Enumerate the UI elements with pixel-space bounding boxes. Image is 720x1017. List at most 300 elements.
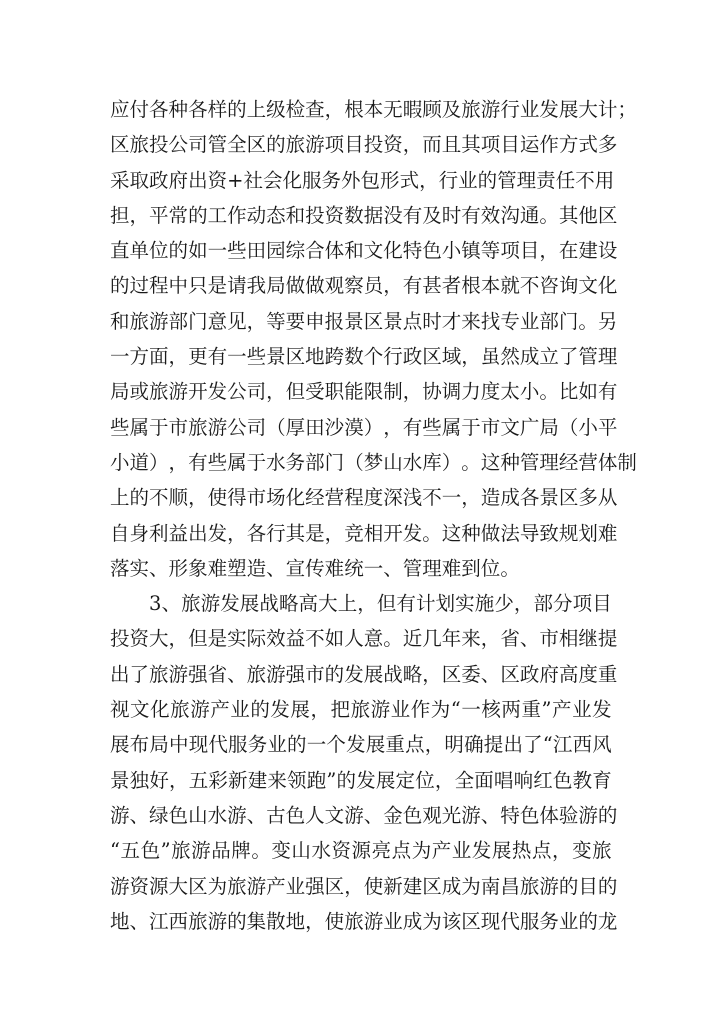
char: 新 [383,874,403,898]
char: 平 [597,415,618,439]
char: 了 [129,662,150,686]
char: 代 [208,733,228,757]
char: 属 [441,415,462,439]
char: 目 [344,133,364,157]
char: ， [344,874,364,898]
char: ， [422,662,442,686]
char: 面 [474,768,494,792]
char: 五 [188,768,209,792]
char: 业 [390,698,411,722]
char: 我 [246,274,267,298]
char: 各 [246,521,267,545]
char: 、 [227,662,247,686]
char: 相 [558,627,579,651]
char: 务 [285,450,306,474]
char: 市 [305,662,325,686]
char: 公 [168,133,189,157]
char: ” [326,768,337,792]
char: 南 [480,874,501,898]
char: 田 [305,415,325,439]
char: 但 [285,380,306,404]
char: 但 [188,627,208,651]
char: 的 [477,168,498,192]
char: 的 [188,203,208,227]
char: ” [160,839,171,863]
char: 有 [597,380,618,404]
char: 部 [539,309,559,333]
char: 发 [539,98,559,121]
char: 管 [519,450,540,474]
char: 新 [228,768,248,792]
char: 市 [539,627,559,651]
char: 来 [267,768,287,792]
text-line-3 [110,163,615,198]
char: 立 [539,345,559,369]
char: 目 [578,874,598,898]
char: 及 [422,203,442,227]
char: 化 [282,168,302,192]
char: 局 [110,380,130,404]
char: 教 [572,768,593,792]
char: 形 [168,556,189,580]
text-line-11 [110,445,637,480]
char: 实 [129,556,150,580]
char: 相 [363,521,384,545]
char: 个 [363,345,384,369]
char: 游 [190,698,210,722]
char: 态 [266,203,286,227]
char: 造 [480,486,501,510]
char: 年 [441,627,462,651]
char: 查 [305,98,325,121]
char: 深 [383,486,403,510]
char: 度 [363,486,384,510]
char: ， [461,345,481,369]
char: 观 [324,274,345,298]
char: 务 [539,909,559,933]
char: ） [441,450,462,474]
char: 这 [480,450,501,474]
char: 传 [305,556,325,580]
char: 体 [324,239,345,263]
char: ） [363,415,384,439]
char: 属 [129,415,150,439]
char: 见 [227,309,247,333]
char: 一 [461,698,481,722]
char: 的 [250,698,270,722]
char: 申 [305,309,325,333]
char: 方 [129,345,150,369]
char: 使 [207,486,228,510]
char: 资 [129,627,150,651]
char: 一 [441,486,462,510]
char: 发 [402,521,423,545]
char: 虽 [480,345,501,369]
char: ， [168,450,189,474]
char: 门 [324,450,345,474]
char: 略 [278,592,299,616]
char: 理 [422,556,442,580]
char: ， [552,839,572,863]
char: 小 [578,415,598,439]
char: 、 [129,909,150,933]
char: 多 [597,133,618,157]
char: 、 [149,556,169,580]
char: 景 [266,345,286,369]
char: 位 [415,768,435,792]
char: 游 [344,803,364,827]
char: 区 [500,662,520,686]
char: 游 [539,874,559,898]
char: 展 [363,662,384,686]
char: 了 [558,345,579,369]
char: 源 [149,874,169,898]
char: 取 [129,168,150,192]
char: 塑 [227,556,247,580]
char: 样 [207,98,228,121]
char: 效 [266,627,286,651]
char: 专 [500,309,520,333]
char: 目 [519,239,540,263]
char: 旅 [129,133,150,157]
char: 些 [110,415,130,439]
char: 产 [552,698,572,722]
char: 府 [168,168,189,192]
char: 的 [227,98,247,121]
char: 门 [558,309,579,333]
char: 各 [188,98,208,121]
char: 时 [422,309,442,333]
char: 为 [430,698,451,722]
char: 牌 [231,839,251,863]
char: 展 [491,839,512,863]
char: “ [450,698,461,722]
char: 提 [597,627,618,651]
char: 目 [592,592,612,616]
char: 大 [149,627,169,651]
char: 市 [246,486,267,510]
char: 产 [431,839,452,863]
char: 游 [207,415,228,439]
char: 游 [207,909,228,933]
char: 战 [383,662,403,686]
char: 理 [516,168,537,192]
char: 发 [344,662,364,686]
char: 实 [455,592,475,616]
char: 全 [454,768,475,792]
char: 合 [305,239,325,263]
char: 询 [558,274,579,298]
char: 、 [383,556,403,580]
char: 直 [110,239,130,263]
char: 色 [285,803,306,827]
char: 是 [207,627,228,651]
char: 竞 [344,521,364,545]
char: 区 [285,345,306,369]
char: 继 [578,627,598,651]
char: 做 [305,274,325,298]
char: 、 [519,627,540,651]
char: 根 [344,98,364,121]
char: 落 [110,556,130,580]
char: 旅 [171,839,191,863]
char: 绿 [149,803,169,827]
char: 省 [500,627,520,651]
char: 等 [480,239,501,263]
char: 唱 [493,768,514,792]
char: 业 [285,874,306,898]
char: 营 [578,450,598,474]
char: 有 [402,274,423,298]
char: 为 [207,874,228,898]
char: 旅 [344,909,364,933]
text-line-12 [110,480,618,515]
char: 各 [149,98,169,121]
char: 的 [597,803,618,827]
char: 广 [519,415,540,439]
char: 独 [129,768,150,792]
char: 和 [344,239,364,263]
char: 面 [149,345,169,369]
char: 发 [207,521,228,545]
char: 游 [191,839,211,863]
char: 投 [110,627,130,651]
char: 彩 [208,768,228,792]
char: 源 [351,839,372,863]
char: 梦 [363,450,384,474]
char: 重 [385,733,405,757]
char: 有 [402,203,423,227]
char: 发 [471,839,492,863]
char: 市 [480,415,501,439]
char: 观 [422,803,442,827]
char: 出 [188,168,208,192]
char: 景 [110,768,130,792]
char: 游 [149,309,169,333]
char: 化 [285,486,306,510]
char: 行 [438,168,459,192]
char: 种 [461,521,481,545]
char: 些 [207,450,228,474]
text-line-14 [110,551,612,586]
char: 上 [337,592,358,616]
char: 个 [326,733,346,757]
char: 3 [149,592,162,616]
char: 。 [539,203,559,227]
char: 管 [578,345,598,369]
char: 在 [558,239,579,263]
char: 提 [483,733,504,757]
char: 等 [266,309,286,333]
char: 跑 [306,768,327,792]
char: 受 [305,380,325,404]
char: 游 [227,803,247,827]
text-line-22 [110,833,612,868]
char: 少 [494,592,514,616]
char: 另 [597,309,618,333]
char: 经 [558,450,579,474]
char: 江 [552,733,573,757]
char: 司 [246,380,267,404]
text-line-24 [110,904,618,939]
char: 际 [246,627,267,651]
char: ； [617,98,637,121]
char: 业 [519,309,540,333]
char: 社 [243,168,263,192]
char: 府 [539,662,559,686]
char: 明 [444,733,464,757]
char: 顾 [422,98,442,121]
char: 成 [500,486,520,510]
char: 散 [266,909,286,933]
char: 。 [461,450,481,474]
char: 不 [575,168,595,192]
char: 职 [324,380,345,404]
char: 比 [558,380,579,404]
char: 旅 [170,698,190,722]
text-line-21 [110,798,618,833]
char: 区 [324,874,345,898]
char: 旅 [149,662,169,686]
char: 强 [285,662,306,686]
char: 找 [480,309,501,333]
char: ， [168,345,189,369]
char: 划 [578,521,598,545]
char: 体 [597,450,618,474]
char: 资 [324,203,345,227]
char: 身 [129,521,150,545]
char: 水 [402,450,423,474]
char: 建 [402,874,423,898]
char: 和 [110,309,130,333]
char: 级 [266,98,286,121]
text-line-20 [110,763,612,798]
char: 行 [500,98,520,121]
char: 核 [481,698,501,722]
char: 场 [266,486,286,510]
char: 种 [168,98,189,121]
text-line-4 [110,198,618,233]
char: 。 [422,521,442,545]
char: 点 [405,733,425,757]
char: ， [383,415,403,439]
char: 色 [140,839,161,863]
char: “ [110,839,120,863]
char: 区 [441,662,462,686]
char: 点 [531,839,552,863]
text-line-9 [110,374,618,409]
char: ， [129,203,150,227]
char: 工 [207,203,228,227]
char: （ [266,415,286,439]
char: 开 [188,380,208,404]
char: 来 [461,309,481,333]
char: 亮 [371,839,392,863]
char: 旅 [246,662,267,686]
char: ， [424,733,445,757]
char: 是 [207,274,228,298]
char: 益 [168,521,189,545]
text-line-10 [110,410,618,445]
char: 其 [461,133,481,157]
char: “ [542,733,553,757]
char: 不 [422,486,442,510]
char: 投 [305,203,325,227]
char: 采 [110,168,130,192]
char: 者 [441,274,462,298]
char: 用 [594,168,615,192]
char: ， [324,521,345,545]
char: 来 [461,627,481,651]
char: 、 [266,556,286,580]
char: 水 [266,450,286,474]
char: 的 [324,662,345,686]
text-line-2 [110,127,618,162]
char: 漠 [344,415,364,439]
char: 游 [168,662,189,686]
char: 旅 [188,909,208,933]
char: 。 [578,309,598,333]
char: 应 [110,98,130,121]
char: 甚 [422,274,442,298]
char: 了 [523,733,543,757]
char: 上 [246,98,267,121]
char: 部 [533,592,553,616]
char: 行 [266,521,286,545]
char: 要 [285,309,306,333]
char: 业 [558,909,579,933]
char: 游 [578,803,598,827]
char: 色 [552,768,573,792]
char: 园 [266,239,286,263]
char: 现 [480,909,501,933]
char: 特 [500,803,520,827]
char: 的 [336,768,357,792]
char: 发 [270,698,290,722]
char: 根 [461,274,481,298]
char: 旅 [592,839,612,863]
char: 些 [227,239,247,263]
char: 得 [227,486,247,510]
text-line-13 [110,516,618,551]
char: 金 [383,803,403,827]
char: 难 [207,556,228,580]
char: 象 [188,556,208,580]
char: ， [305,909,325,933]
char: 点 [391,839,412,863]
char: 行 [383,345,403,369]
char: 才 [441,309,462,333]
char: 山 [188,803,208,827]
char: 协 [422,380,442,404]
char: 服 [519,909,540,933]
char: 业 [519,98,540,121]
char: 于 [461,415,481,439]
char: 员 [363,274,384,298]
char: 道 [129,450,150,474]
char: 管 [402,556,423,580]
char: 有 [402,415,423,439]
char: 些 [246,345,267,369]
text-line-15 [110,586,612,621]
char: 、 [129,803,150,827]
char: 如 [188,239,208,263]
char: 旅 [129,309,150,333]
char: 项 [500,239,520,263]
char: 、 [363,803,384,827]
char: 代 [500,909,520,933]
char: 做 [480,521,501,545]
